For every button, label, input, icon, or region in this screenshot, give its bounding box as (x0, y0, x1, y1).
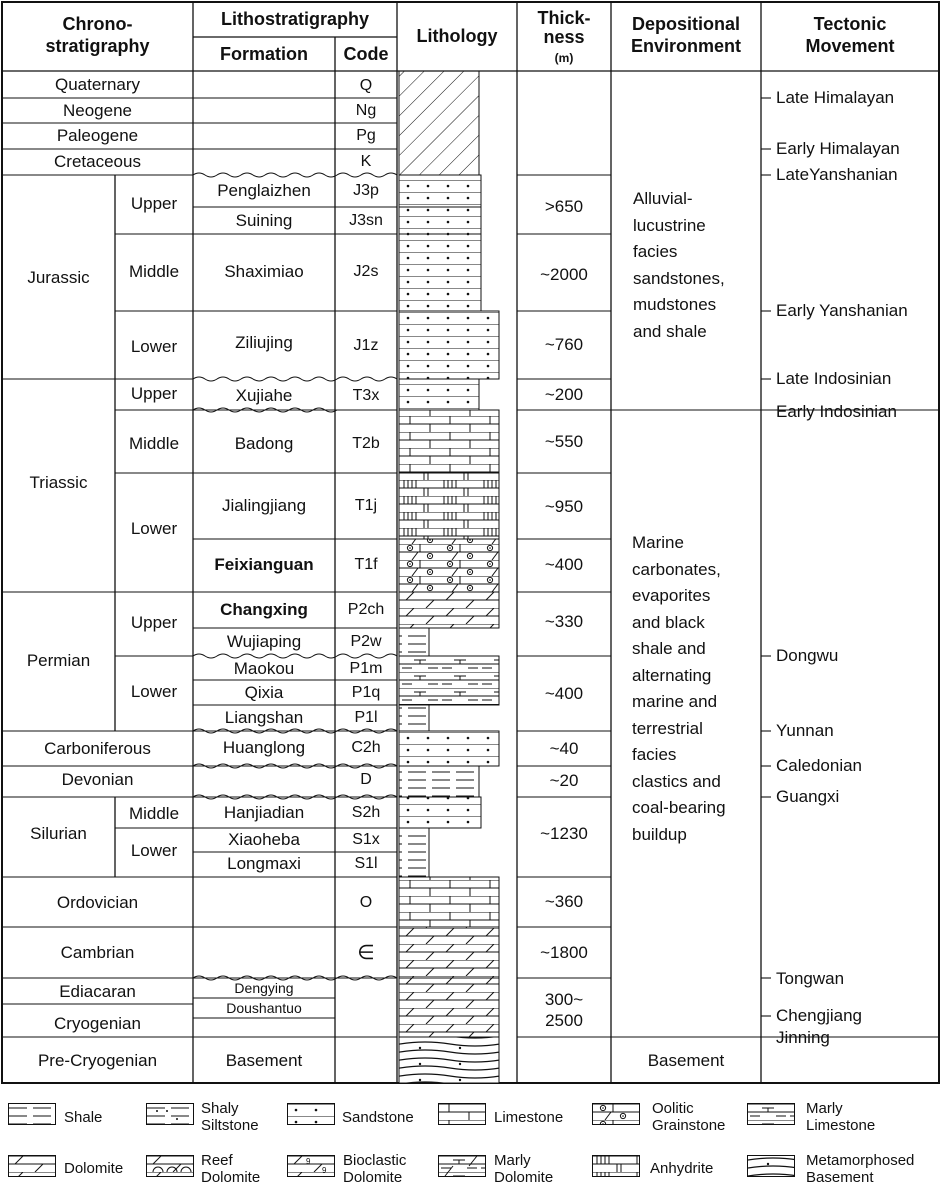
header-formation: Formation (220, 44, 308, 64)
legend-shale-label: Shale (64, 1109, 103, 1126)
header-code: Code (343, 44, 389, 64)
series-permian-lower: Lower (130, 682, 178, 701)
thickness-jurassic-upper: >650 (544, 197, 584, 216)
code-p2ch: P2ch (347, 601, 385, 618)
code-j3sn: J3sn (349, 212, 383, 229)
legend-metamorphosed-basement-swatch (747, 1155, 795, 1177)
system-silurian: Silurian (30, 824, 87, 843)
system-pre-cryogenian: Pre-Cryogenian (37, 1051, 158, 1070)
formation-huanglong: Huanglong (222, 738, 306, 757)
system-permian: Permian (26, 651, 91, 670)
tectonic-jinning: Jinning (776, 1028, 830, 1047)
code-t3x: T3x (352, 387, 380, 404)
formation-basement: Basement (225, 1051, 303, 1070)
code-p1q: P1q (351, 684, 381, 701)
formation-wujiaping: Wujiaping (226, 632, 302, 651)
system-quaternary: Quaternary (54, 75, 141, 94)
series-jurassic-middle: Middle (128, 262, 180, 281)
header-tectonic-line1: Tectonic (813, 14, 887, 34)
formation-liangshan: Liangshan (224, 708, 304, 727)
legend-reef-dolomite-label-2: Dolomite (201, 1169, 261, 1186)
legend-bioclastic-dolomite-label-2: Dolomite (343, 1169, 403, 1186)
tectonic-early-himalayan: Early Himalayan (776, 139, 900, 158)
tectonic-tongwan: Tongwan (776, 969, 845, 988)
legend-oolitic-swatch (592, 1103, 640, 1125)
thickness-jialingjiang: ~950 (544, 497, 584, 516)
header-tectonic-line2: Movement (805, 36, 895, 56)
code-k: K (360, 153, 372, 170)
formation-badong: Badong (234, 434, 294, 453)
formation-shaximiao: Shaximiao (224, 262, 304, 281)
system-neogene: Neogene (62, 101, 132, 120)
code-j3p: J3p (353, 182, 379, 199)
series-triassic-upper: Upper (130, 384, 178, 403)
legend-sandstone-label: Sandstone (342, 1109, 414, 1126)
legend-marly-dolomite-label-1: Marly (494, 1152, 531, 1169)
thickness-jurassic-lower: ~760 (544, 335, 584, 354)
system-ediacaran: Ediacaran (59, 982, 136, 1001)
formation-changxing: Changxing (220, 600, 308, 619)
system-cretaceous: Cretaceous (54, 152, 141, 171)
thickness-feixianguan: ~400 (544, 555, 584, 574)
tectonic-late-indosinian: Late Indosinian (776, 369, 892, 388)
env-lower-line: facies (632, 745, 677, 764)
formation-maokou: Maokou (233, 659, 295, 678)
svg-text:9: 9 (322, 1166, 327, 1175)
env-upper-line: and shale (633, 321, 707, 341)
legend-reef-dolomite-label-1: Reef (201, 1152, 233, 1169)
tectonic-early-indosinian: Early Indosinian (776, 402, 897, 421)
formation-xiaoheba: Xiaoheba (228, 830, 300, 849)
legend-metamorphosed-basement-label-2: Basement (806, 1169, 874, 1186)
system-cambrian: Cambrian (60, 943, 135, 962)
code-p2w: P2w (350, 633, 382, 650)
env-lower-line: coal-bearing (632, 798, 726, 817)
env-lower-line: marine and (632, 692, 718, 711)
legend-metamorphosed-basement-label-1: Metamorphosed (806, 1152, 915, 1169)
thickness-cambrian: ~1800 (540, 943, 588, 962)
code-q: Q (359, 77, 373, 94)
formation-penglaizhen: Penglaizhen (217, 181, 311, 200)
formation-hanjiadian: Hanjiadian (223, 803, 305, 822)
tectonic-early-yanshanian: Early Yanshanian (776, 301, 908, 320)
code-t1j: T1j (354, 497, 378, 514)
legend-oolitic-label-1: Oolitic (652, 1100, 694, 1117)
code-j1z: J1z (353, 337, 379, 354)
code-s1x: S1x (352, 831, 380, 848)
header-environment-line2: Environment (630, 36, 741, 56)
env-upper-line: mudstones (633, 295, 717, 314)
code-d: D (360, 771, 372, 788)
series-triassic-lower: Lower (130, 519, 178, 538)
header-lithology: Lithology (416, 26, 498, 46)
code-cambrian: ∈ (357, 942, 375, 964)
thickness-ediacaran-line1: 300~ (544, 990, 584, 1009)
code-pg: Pg (356, 127, 376, 144)
legend-sandstone-swatch (287, 1103, 335, 1125)
series-permian-upper: Upper (130, 613, 178, 632)
code-o: O (359, 894, 373, 911)
system-triassic: Triassic (29, 473, 88, 492)
env-lower-line: evaporites (632, 586, 711, 605)
environment-basement: Basement (647, 1051, 725, 1070)
legend-marly-limestone-swatch (747, 1103, 795, 1125)
formation-longmaxi: Longmaxi (227, 854, 301, 873)
legend-marly-limestone-label-1: Marly (806, 1100, 843, 1117)
system-jurassic: Jurassic (27, 268, 90, 287)
system-cryogenian: Cryogenian (54, 1014, 141, 1033)
env-lower-line: alternating (632, 665, 712, 685)
header-thickness-line1: Thick- (537, 8, 591, 28)
system-ordovician: Ordovician (56, 893, 139, 912)
legend-bioclastic-dolomite-swatch (287, 1155, 335, 1177)
environment-upper-text (633, 186, 725, 345)
legend-anhydrite-swatch (592, 1155, 640, 1177)
legend-dolomite-label: Dolomite (64, 1160, 124, 1177)
thickness-ediacaran-line2: 2500 (545, 1011, 583, 1030)
legend-bioclastic-dolomite-label-1: Bioclastic (343, 1152, 407, 1169)
formation-doushantuo: Doushantuo (226, 1000, 302, 1016)
lithology-column (399, 71, 499, 1083)
legend-shale-swatch (8, 1103, 56, 1125)
code-c2h: C2h (351, 739, 381, 756)
header-lithostratigraphy: Lithostratigraphy (220, 9, 369, 29)
code-t2b: T2b (352, 435, 380, 452)
env-upper-line: facies (633, 242, 678, 261)
formation-dengying: Dengying (234, 980, 294, 996)
code-s1l: S1l (354, 855, 378, 872)
series-silurian-lower: Lower (130, 841, 178, 860)
code-j2s: J2s (353, 263, 379, 280)
thickness-permian-lower: ~400 (544, 684, 584, 703)
env-lower-line: clastics and (632, 771, 721, 791)
svg-text:9: 9 (306, 1157, 311, 1166)
formation-qixia: Qixia (244, 683, 284, 702)
thickness-jurassic-middle: ~2000 (540, 265, 588, 284)
env-lower-line: Marine (632, 533, 684, 552)
code-p1l: P1l (354, 709, 378, 726)
header-thickness-line2: ness (543, 27, 585, 47)
formation-xujiahe: Xujiahe (235, 386, 293, 405)
system-devonian: Devonian (61, 770, 134, 789)
tectonic-late-himalayan: Late Himalayan (776, 88, 895, 107)
system-paleogene: Paleogene (56, 126, 139, 145)
env-upper-line: Alluvial- (633, 189, 693, 208)
series-jurassic-lower: Lower (130, 337, 178, 356)
legend-anhydrite-label: Anhydrite (650, 1160, 714, 1177)
series-triassic-middle: Middle (128, 434, 180, 453)
env-lower-line: terrestrial (632, 718, 703, 738)
env-upper-line: lucustrine (633, 215, 706, 235)
formation-jialingjiang: Jialingjiang (221, 496, 307, 515)
tectonic-guangxi: Guangxi (776, 787, 840, 806)
env-lower-line: and black (632, 612, 705, 632)
thickness-ordovician: ~360 (544, 892, 584, 911)
formation-ziliujing: Ziliujing (235, 333, 293, 352)
formation-suining: Suining (235, 211, 293, 230)
tectonic-dongwu: Dongwu (776, 646, 839, 665)
legend-oolitic-label-2: Grainstone (652, 1117, 726, 1134)
thickness-silurian: ~1230 (540, 824, 588, 843)
series-jurassic-upper: Upper (130, 194, 178, 213)
env-lower-line: buildup (632, 824, 687, 844)
code-p1m: P1m (349, 660, 383, 677)
thickness-huanglong: ~40 (549, 739, 579, 758)
legend-marly-dolomite-label-2: Dolomite (494, 1169, 554, 1186)
thickness-badong: ~550 (544, 432, 584, 451)
legend-limestone-swatch (438, 1103, 486, 1125)
code-t1f: T1f (354, 556, 378, 573)
code-s2h: S2h (351, 804, 381, 821)
legend-marly-dolomite-swatch (438, 1155, 486, 1177)
header-chronostratigraphy-line2: stratigraphy (45, 36, 150, 56)
header-chronostratigraphy-line1: Chrono- (62, 14, 133, 34)
legend-shaly-siltstone-label-1: Shaly (201, 1100, 239, 1117)
environment-lower-text (632, 530, 726, 848)
legend-limestone-label: Limestone (494, 1109, 564, 1126)
series-silurian-middle: Middle (128, 804, 180, 823)
env-lower-line: carbonates, (632, 559, 721, 579)
thickness-changxing: ~330 (544, 612, 584, 631)
thickness-devonian: ~20 (549, 771, 579, 790)
legend-dolomite-swatch (8, 1155, 56, 1177)
legend-marly-limestone-label-2: Limestone (806, 1117, 876, 1134)
code-ng: Ng (355, 102, 377, 119)
thickness-xujiahe: ~200 (544, 385, 584, 404)
header-environment-line1: Depositional (631, 14, 740, 34)
tectonic-chengjiang: Chengjiang (776, 1006, 863, 1025)
formation-feixianguan: Feixianguan (214, 555, 314, 574)
env-lower-line: shale and (632, 639, 706, 658)
env-upper-line: sandstones, (633, 268, 725, 288)
tectonic-caledonian: Caledonian (776, 756, 863, 775)
header-thickness-unit: (m) (554, 51, 574, 65)
system-carboniferous: Carboniferous (44, 739, 151, 758)
tectonic-yunnan: Yunnan (776, 721, 834, 740)
legend-reef-dolomite-swatch (146, 1155, 194, 1177)
legend-shaly-siltstone-swatch (146, 1103, 194, 1125)
legend-shaly-siltstone-label-2: Siltstone (201, 1117, 259, 1134)
tectonic-late-yanshanian: LateYanshanian (776, 165, 898, 184)
